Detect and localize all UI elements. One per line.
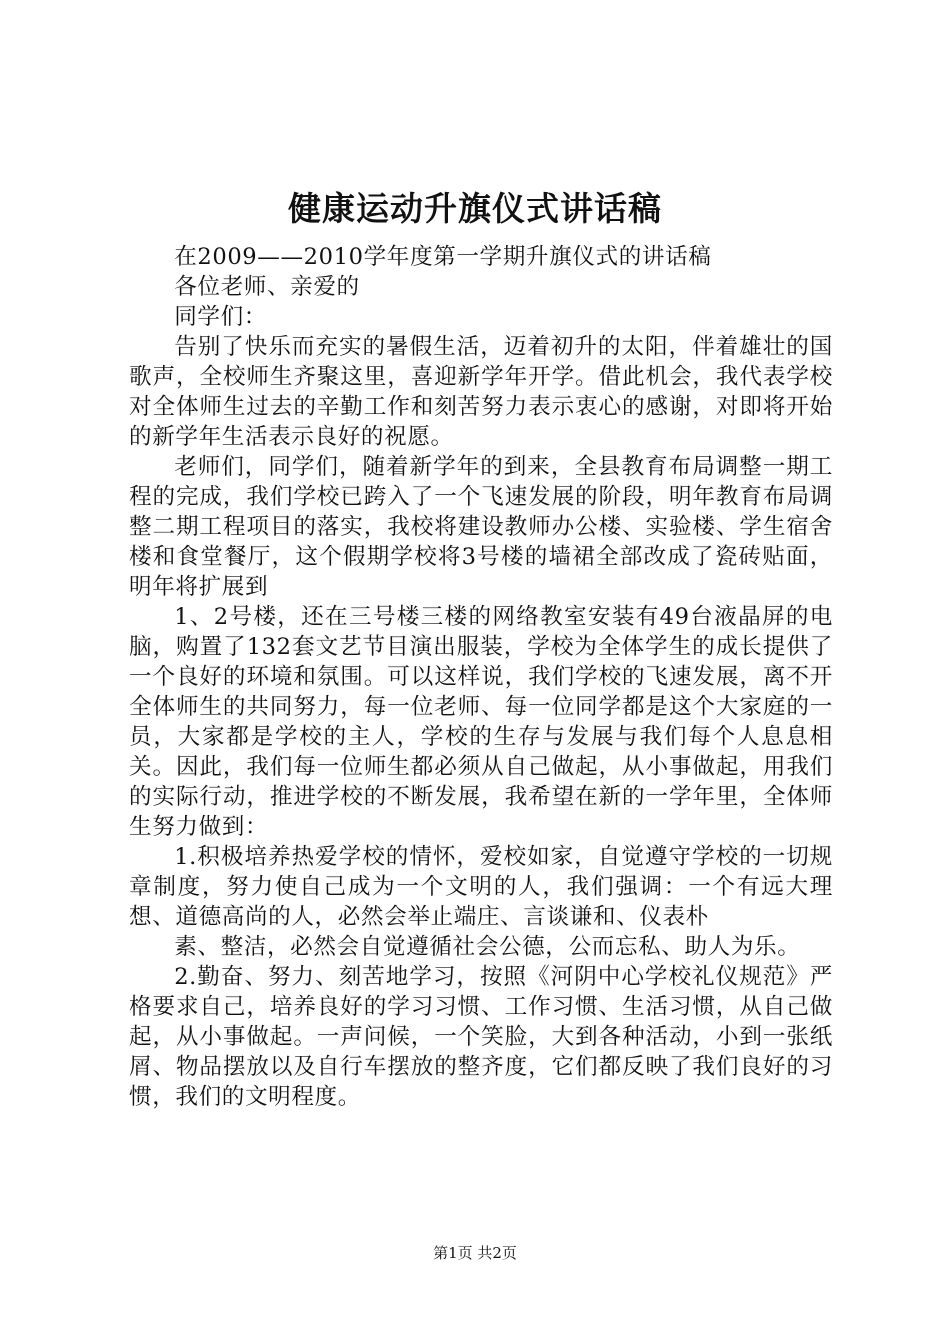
- paragraph: 素、整洁，必然会自觉遵循社会公德，公而忘私、助人为乐。: [174, 934, 801, 960]
- paragraph: 2.勤奋、努力、刻苦地学习，按照《河阴中心学校礼仪规范》严格要求自己，培养良好的学习习惯、工作习惯、生活习惯，从自己做起，从小事做起。一声问候，一个笑脸，大到各种活动，小到一张纸屑、物品摆放以及自行车摆放的整齐度，它们都反映了我们良好的习惯，我们的文明程度。: [129, 964, 833, 1110]
- paragraph: 1.积极培养热爱学校的情怀，爱校如家，自觉遵守学校的一切规章制度，努力使自己成为一个文明的人，我们强调：一个有远大理想、道德高尚的人，必然会举止端庄、言谈谦和、仪表朴: [129, 844, 833, 930]
- document-title: 健康运动升旗仪式讲话稿: [288, 189, 662, 228]
- paragraph: 同学们：: [174, 304, 267, 330]
- paragraph: 在2009——2010学年度第一学期升旗仪式的讲话稿: [174, 244, 712, 270]
- paragraph: 老师们，同学们，随着新学年的到来，全县教育布局调整一期工程的完成，我们学校已跨入了一个飞速发展的阶段，明年教育布局调整二期工程项目的落实，我校将建设教师办公楼、实验楼、学生宿舍楼和食堂餐厅，这个假期学校将3号楼的墙裙全部改成了瓷砖贴面，明年将扩展到: [129, 454, 833, 600]
- paragraph: 各位老师、亲爱的: [174, 274, 360, 300]
- paragraph: 1、2号楼，还在三号楼三楼的网络教室安装有49台液晶屏的电脑，购置了132套文艺节目演出服装，学校为全体学生的成长提供了一个良好的环境和氛围。可以这样说，我们学校的飞速发展，离不开全体师生的共同努力，每一位老师、每一位同学都是这个大家庭的一员，大家都是学校的主人，学校的生存与发展与我们每个人息息相关。因此，我们每一位师生都必须从自己做起，从小事做起，用我们的实际行动，推进学校的不断发展，我希望在新的一学年里，全体师生努力做到：: [129, 604, 833, 840]
- document-body: [129, 242, 833, 1112]
- page-footer: 第1页 共2页: [433, 1244, 517, 1262]
- paragraph: 告别了快乐而充实的暑假生活，迈着初升的太阳，伴着雄壮的国歌声，全校师生齐聚这里，喜迎新学年开学。借此机会，我代表学校对全体师生过去的辛勤工作和刻苦努力表示衷心的感谢，对即将开始的新学年生活表示良好的祝愿。: [129, 334, 833, 450]
